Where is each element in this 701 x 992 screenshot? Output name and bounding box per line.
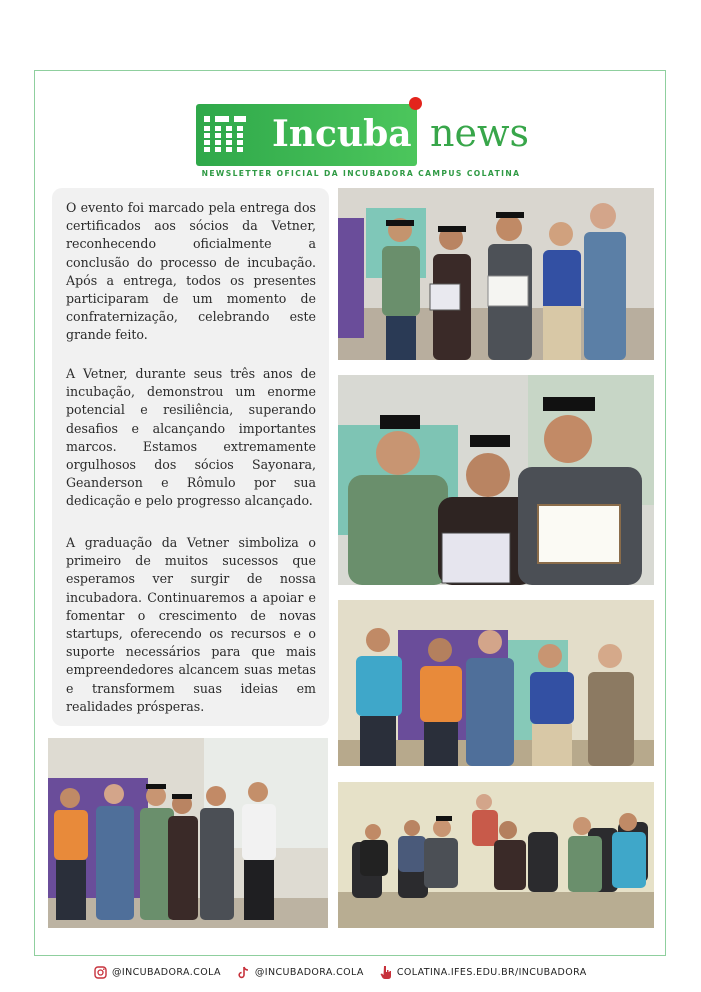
photo-audience [338, 782, 654, 928]
footer-website[interactable] [380, 965, 587, 979]
website-url: COLATINA.IFES.EDU.BR/INCUBADORA [396, 966, 587, 978]
newsletter-tagline: NEWSLETTER OFICIAL DA INCUBADORA CAMPUS COLATINA [201, 169, 521, 178]
tiktok-icon [237, 966, 250, 979]
photo-certificate-group [338, 188, 654, 360]
article-paragraph-3: A graduação da Vetner simboliza o primeiro de muitos sucessos que esperamos ver surgir de nossa incubadora. Continuaremos a apoiar e fomentar o crescimento de novas startups, oferecendo os recursos e o suporte necessários para que mais empreendedores alcancem suas metas e transformem suas ideias em realidades prósperas. [66, 535, 316, 714]
footer-social-links [94, 963, 603, 981]
footer-instagram[interactable] [94, 966, 221, 979]
photo-full-group [48, 738, 328, 928]
incuba-logo [196, 104, 417, 166]
article-text-panel [52, 188, 329, 726]
logo-red-dot [409, 97, 422, 110]
incuba-logo-icon [202, 114, 248, 154]
article-paragraph-1: O evento foi marcado pela entrega dos certificados aos sócios da Vetner, reconhecendo oficialmente a conclusão do processo de incubação. Após a entrega, todos os presentes participaram de um momento de confraternização, celebrando este grande feito. [66, 200, 316, 343]
footer-tiktok[interactable] [237, 966, 364, 979]
instagram-handle: @INCUBADORA.COLA [112, 966, 221, 978]
article-paragraph-2: A Vetner, durante seus três anos de incubação, demonstrou um enorme potencial e resiliência, superando desafios e alcançando importantes marcos. Estamos extremamente orgulhosos dos sócios Sayonara, Geanderson e Rômulo por sua dedicação e pelo progresso alcançado. [66, 366, 316, 509]
photo-graduates-closeup [338, 375, 654, 585]
logo-news-word: news [430, 111, 529, 155]
photo-group-banner [338, 600, 654, 766]
logo-word: Incuba [272, 113, 412, 155]
tiktok-handle: @INCUBADORA.COLA [254, 966, 364, 978]
instagram-icon [94, 966, 107, 979]
pointer-hand-icon [380, 965, 392, 979]
